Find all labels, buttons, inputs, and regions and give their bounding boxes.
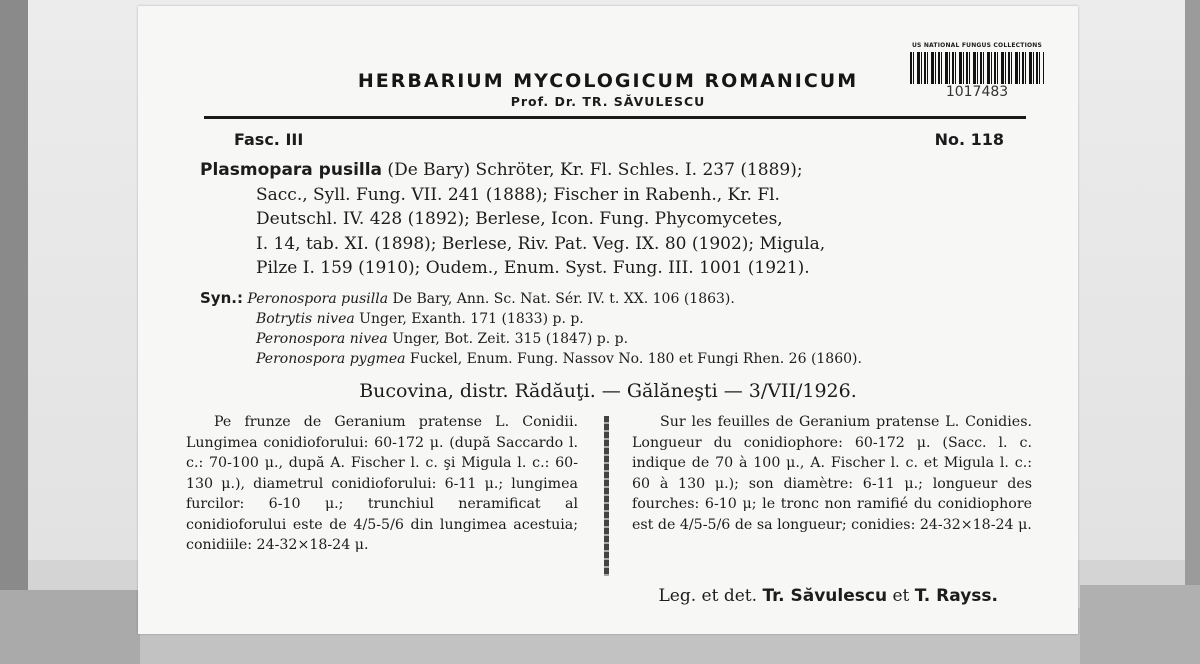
- specimen-number: No. 118: [934, 130, 1004, 149]
- background-edge-right: [1185, 0, 1200, 664]
- synonym-name: Peronospora nivea: [256, 331, 388, 347]
- synonym-row: [200, 309, 1040, 329]
- synonym-reference: Unger, Exanth. 171 (1833) p. p.: [354, 311, 584, 327]
- description-french: [632, 412, 1032, 535]
- barcode-number: 1017483: [945, 84, 1009, 100]
- synonym-row: [200, 288, 1040, 309]
- fascicle-label: Fasc. III: [234, 130, 304, 149]
- legdet-joiner: et: [892, 586, 910, 606]
- description-romanian: [186, 412, 578, 556]
- description-french-text: Sur les feuilles de Geranium pratense L. Conidies. Longueur du conidiophore: 60-172 μ. (Sacc. l. c. indique de 70 à 100 μ., A. Fischer l. c. et Migula l. c.: 60 à 130 μ.); son diamètre: 6-11 μ.; longueur des fourches: 6-10 μ; le tronc non ramifié du conidiophore est de 4/5-5/6 de sa longueur; conidies: 24-32×18-24 μ.: [632, 414, 1032, 533]
- synonym-row: [200, 329, 1040, 349]
- synonym-reference: Unger, Bot. Zeit. 315 (1847) p. p.: [387, 331, 629, 347]
- synonyms-label: Syn.:: [200, 289, 243, 307]
- background-edge-left: [0, 0, 28, 664]
- citation-line-4: I. 14, tab. XI. (1898); Berlese, Riv. Pat. Veg. IX. 80 (1902); Migula,: [256, 233, 826, 254]
- background-bottom-right: [1080, 585, 1200, 664]
- collector-1: Tr. Săvulescu: [762, 586, 888, 606]
- description-romanian-text: Pe frunze de Geranium pratense L. Conidii. Lungimea conidioforului: 60-172 μ. (după Saccardo l. c.: 70-100 μ., după A. Fischer l. c. şi Migula l. c.: 60-130 μ.), diametrul conidioforului: 6-11 μ.; lungimea furcilor: 6-10 μ.; trunchiul neramificat al conidioforului este de 4/5-5/6 din lungimea acestuia; conidiile: 24-32×18-24 μ.: [186, 414, 578, 553]
- synonym-name: Peronospora pygmea: [256, 351, 406, 367]
- legdet-prefix: Leg. et det.: [658, 586, 758, 606]
- synonym-name: Peronospora pusilla: [247, 291, 389, 307]
- herbarium-label: [138, 6, 1078, 634]
- citation-line-3: Deutschl. IV. 428 (1892); Berlese, Icon. Fung. Phycomycetes,: [256, 209, 783, 229]
- herbarium-title: HERBARIUM MYCOLOGICUM ROMANICUM: [357, 70, 859, 92]
- citation-line-2: Sacc., Syll. Fung. VII. 241 (1888); Fischer in Rabenh., Kr. Fl.: [256, 184, 780, 205]
- barcode-caption: US NATIONAL FUNGUS COLLECTIONS: [911, 42, 1043, 49]
- synonyms: [200, 288, 1040, 369]
- background-bottom-left: [0, 590, 140, 664]
- citation-line-1: [200, 158, 1032, 183]
- column-divider: [604, 416, 609, 576]
- citation-line-5: Pilze I. 159 (1910); Oudem., Enum. Syst. Fung. III. 1001 (1921).: [256, 258, 810, 278]
- citation-authority: (De Bary) Schröter, Kr. Fl. Schles. I. 237 (1889);: [382, 160, 803, 180]
- collection-locality: Bucovina, distr. Rădăuţi. — Gălăneşti — 3/VII/1926.: [359, 380, 857, 402]
- species-citation: [200, 158, 1032, 281]
- synonym-row: [200, 349, 1040, 369]
- synonym-reference: De Bary, Ann. Sc. Nat. Sér. IV. t. XX. 106 (1863).: [388, 291, 735, 307]
- synonym-reference: Fuckel, Enum. Fung. Nassov No. 180 et Fungi Rhen. 26 (1860).: [405, 351, 862, 367]
- species-name: Plasmopara pusilla: [200, 160, 383, 180]
- herbarium-subtitle: Prof. Dr. TR. SĂVULESCU: [510, 94, 706, 109]
- synonym-name: Botrytis nivea: [256, 311, 355, 327]
- header-rule: [204, 116, 1026, 119]
- collector-line: [659, 586, 998, 606]
- collector-2: T. Rayss.: [914, 586, 998, 606]
